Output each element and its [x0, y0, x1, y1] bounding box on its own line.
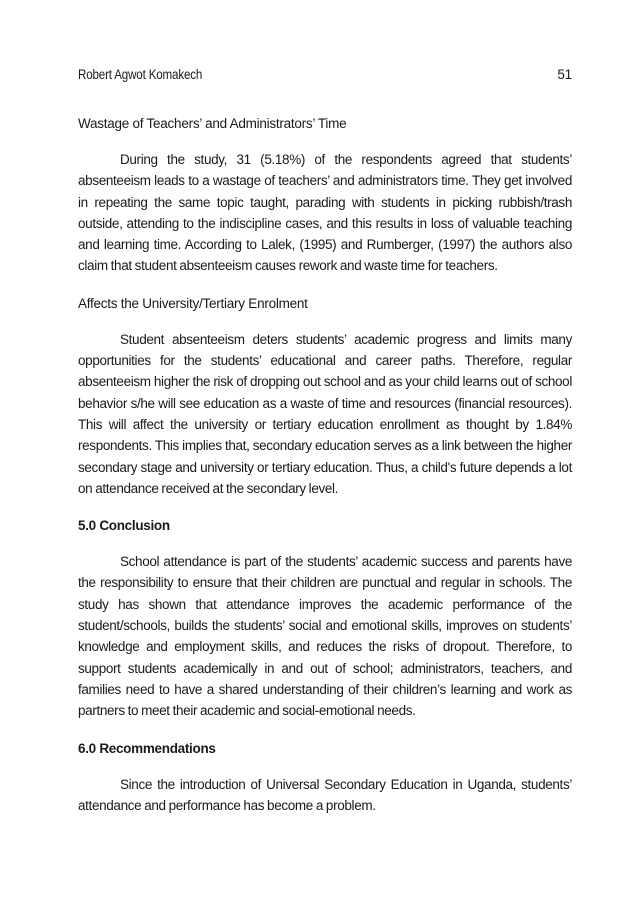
section-heading-recommendations: 6.0 Recommendations [78, 740, 216, 756]
paragraph-recommendations: Since the introduction of Universal Secondary Education in Uganda, students’ attendance and performance has become a problem. [78, 776, 572, 813]
paragraph-wastage-of-time: During the study, 31 (5.18%) of the respondents agreed that students’ absenteeism leads to a wastage of teachers’ and administrators time. They get involved in repeating the same topic taught, parading with students in picking rubbish/trash outside, attending to the indiscipline cases, and this results in loss of valuable teaching and learning time. According to Lalek, (1995) and Rumberger, (1997) the authors also claim that student absenteeism causes rework and waste time for teachers. [78, 152, 572, 274]
running-header [78, 66, 572, 84]
section-heading-tertiary-enrolment: Affects the University/Tertiary Enrolment [78, 295, 308, 311]
author-name: Robert Agwot Komakech [78, 67, 203, 82]
document-page [78, 0, 572, 902]
page-number: 51 [557, 67, 572, 82]
section-heading-conclusion: 5.0 Conclusion [78, 518, 170, 534]
body-text [78, 113, 572, 816]
paragraph-conclusion: School attendance is part of the students’ academic success and parents have the responsibility to ensure that their children are punctual and regular in schools. The study has shown that attendance improves the academic performance of the student/schools, builds the students’ social and emotional skills, improves on students’ knowledge and employment skills, and reduces the risks of dropout. Therefore, to support students academically in and out of school; administrators, teachers, and families need to have a shared understanding of their children’s learning and work as partners to meet their academic and social-emotional needs. [78, 554, 572, 719]
section-heading-wastage-of-time: Wastage of Teachers’ and Administrators’ Time [78, 116, 347, 131]
paragraph-tertiary-enrolment: Student absenteeism deters students’ academic progress and limits many opportunities for the students’ educational and career paths. Therefore, regular absenteeism higher the risk of dropping out school and as your child learns out of school behavior s/he will see education as a waste of time and resources (financial resources). This will affect the university or tertiary education enrollment as thought by 1.84% respondents. This implies that, secondary education serves as a link between the higher secondary stage and university or tertiary education. Thus, a child's future depends a lot on attendance received at the secondary level. [78, 331, 572, 496]
